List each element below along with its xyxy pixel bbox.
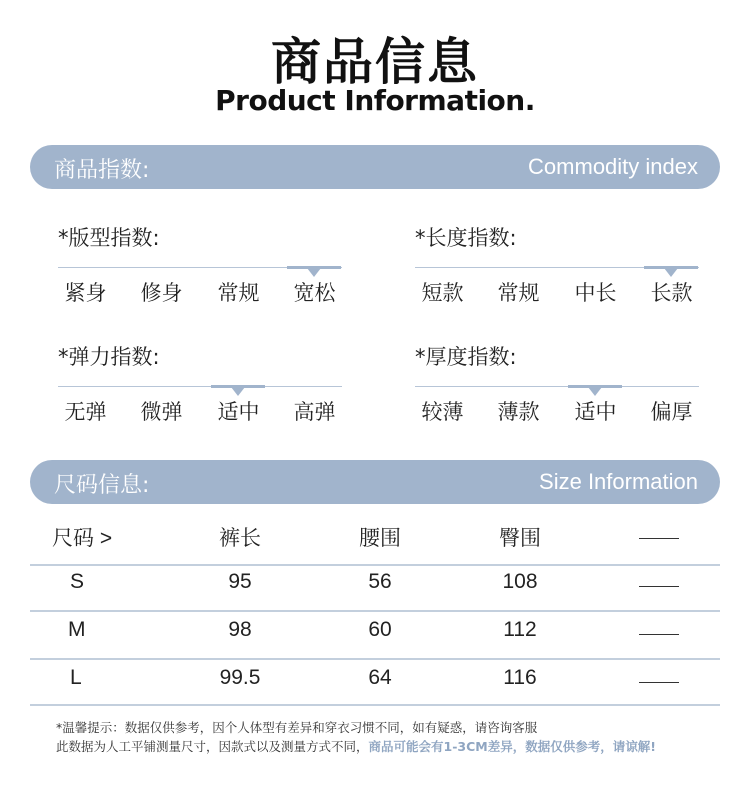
table-header-row [30, 518, 720, 566]
commodity-index-banner-label-en: Commodity index [528, 154, 698, 179]
table-cell: M [68, 618, 86, 641]
index-option: 短款 [421, 281, 464, 305]
dash-mark [639, 634, 679, 635]
table-row [30, 566, 720, 614]
index-option: 偏厚 [650, 400, 693, 424]
size-information-banner [30, 460, 720, 504]
commodity-index-banner [30, 145, 720, 189]
table-header-cell: 臀围 [499, 527, 541, 550]
size-table [30, 518, 720, 710]
index-option: 常规 [497, 281, 540, 305]
index-option: 中长 [574, 281, 617, 305]
table-cell: L [70, 666, 82, 689]
tip-note-highlight: 商品可能会有1-3CM差异，数据仅供参考，请谅解! [368, 739, 656, 754]
selected-marker-icon [644, 266, 698, 269]
index-option: 较薄 [421, 400, 464, 424]
index-scale-line [415, 386, 699, 387]
table-divider [30, 610, 720, 612]
index-option: 高弹 [293, 400, 336, 424]
table-cell: 60 [368, 618, 392, 641]
selected-marker-icon [211, 385, 265, 388]
size-information-banner-label: 尺码信息: [54, 473, 150, 498]
index-option: 修身 [140, 281, 183, 305]
page-title-en: Product Information. [215, 84, 535, 117]
table-divider [30, 658, 720, 660]
dash-mark [639, 538, 679, 539]
table-cell: 64 [368, 666, 392, 689]
dash-mark [639, 586, 679, 587]
elasticity-index-label: *弹力指数: [58, 345, 160, 369]
table-cell: 116 [503, 666, 537, 689]
index-option: 紧身 [64, 281, 107, 305]
table-header-cell: 尺码 > [52, 527, 113, 550]
index-option: 适中 [217, 400, 260, 424]
table-cell: 56 [368, 570, 392, 593]
tip-note-line2 [56, 737, 656, 755]
table-header-cell: 腰围 [359, 527, 401, 550]
size-information-banner-label-en: Size Information [539, 469, 698, 494]
thickness-index-label: *厚度指数: [415, 345, 517, 369]
index-option: 宽松 [293, 281, 336, 305]
dash-mark [639, 682, 679, 683]
fit-index-label: *版型指数: [58, 226, 160, 250]
tip-note-line2-text: 此数据为人工平铺测量尺寸，因款式以及测量方式不同， [56, 739, 369, 754]
index-option: 适中 [574, 400, 617, 424]
commodity-index-banner-label: 商品指数: [54, 158, 150, 183]
table-header-cell: 裤长 [219, 527, 261, 550]
index-scale-line [58, 386, 342, 387]
table-row [30, 614, 720, 662]
table-divider [30, 704, 720, 706]
table-divider [30, 564, 720, 566]
table-cell: 99.5 [219, 666, 261, 689]
page-title-cn: 商品信息 [271, 33, 479, 91]
tip-note-line1: *温馨提示：数据仅供参考，因个人体型有差异和穿衣习惯不同，如有疑惑，请咨询客服 [56, 720, 538, 735]
selected-marker-icon [287, 266, 341, 269]
table-cell: 98 [228, 618, 252, 641]
index-option: 微弹 [140, 400, 183, 424]
table-cell: 95 [228, 570, 252, 593]
index-option: 薄款 [497, 400, 540, 424]
index-option: 长款 [650, 281, 693, 305]
table-cell: 108 [502, 570, 538, 593]
index-option: 无弹 [64, 400, 107, 424]
table-cell: 112 [503, 618, 537, 641]
table-cell: S [70, 570, 85, 593]
table-row [30, 662, 720, 710]
length-index-label: *长度指数: [415, 226, 517, 250]
index-option: 常规 [217, 281, 260, 305]
selected-marker-icon [568, 385, 622, 388]
